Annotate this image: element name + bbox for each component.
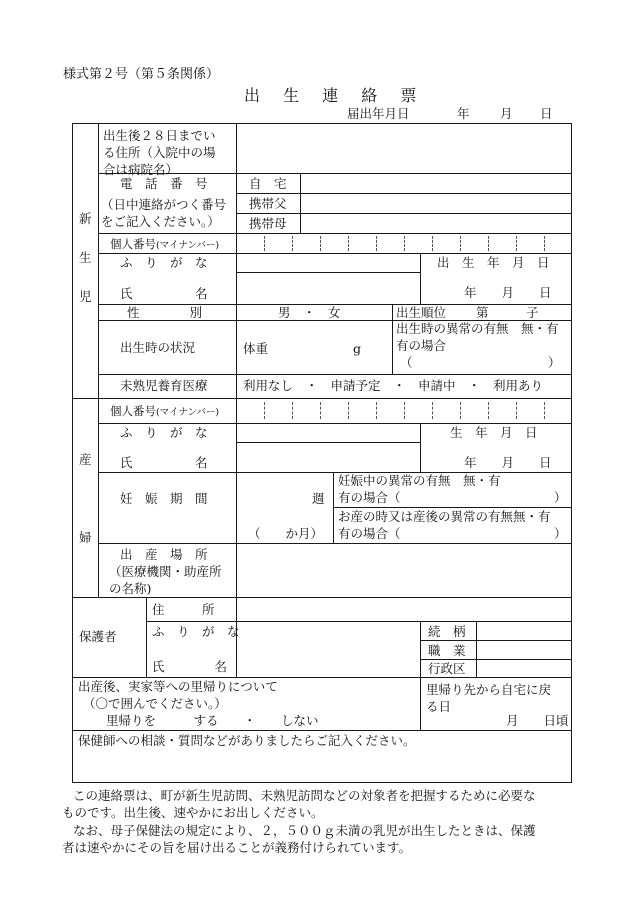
phone-father-field[interactable] xyxy=(302,195,570,212)
phone-note: （日中連絡がつく番号 をご記入ください。） xyxy=(101,197,227,229)
date-label: 届出年月日 xyxy=(347,106,410,121)
guardian-section-label: 保護者 xyxy=(79,629,117,644)
newborn-mynumber-label: 個人番号(マイナンバー) xyxy=(110,237,220,251)
birth-status-label: 出生時の状況 xyxy=(120,340,196,355)
newborn-address-field[interactable] xyxy=(238,125,570,172)
newborn-section-label-3: 児 xyxy=(79,289,92,304)
return-date-field[interactable] xyxy=(470,710,498,728)
submission-year-field[interactable] xyxy=(414,104,454,122)
mother-birth-date-ymd: 年 月 日 xyxy=(464,455,552,470)
premature-care-options[interactable]: 利用なし ・ 申請予定 ・ 申請中 ・ 利用あり xyxy=(243,378,544,393)
guardian-district-label: 行政区 xyxy=(428,661,466,676)
phone-mother-field[interactable] xyxy=(302,215,570,232)
date-day: 日 xyxy=(540,106,553,121)
return-date-label: 里帰り先から自宅に戻 る日 xyxy=(426,682,552,714)
newborn-birth-date-field[interactable] xyxy=(422,274,570,303)
birth-place-label: 出 産 場 所 （医療機関・助産所 の名称) xyxy=(109,547,222,596)
guardian-name-field[interactable] xyxy=(238,643,418,676)
phone-home-label: 自 宅 xyxy=(249,176,287,191)
submission-month-field[interactable] xyxy=(470,104,498,122)
note-paragraph-1-line-2: ものです。出生後、速やかにお出しください。 xyxy=(62,805,324,820)
mother-furigana-label: ふ り が な xyxy=(120,425,208,440)
premature-care-label: 未熟児養育医療 xyxy=(120,378,208,393)
newborn-birth-date-label: 出 生 年 月 日 xyxy=(437,255,550,270)
mother-birth-date-label: 生 年 月 日 xyxy=(450,425,538,440)
guardian-furigana-field[interactable] xyxy=(238,623,418,641)
pregnancy-months[interactable]: （ か月） xyxy=(248,526,324,541)
phone-home-field[interactable] xyxy=(302,175,570,192)
pregnancy-weeks-unit: 週 xyxy=(312,491,325,506)
page-title: 出 生 連 絡 票 xyxy=(244,86,426,105)
guardian-name-label: 氏 名 xyxy=(152,659,228,674)
weight-field[interactable] xyxy=(275,338,351,356)
birth-place-field[interactable] xyxy=(238,545,570,596)
pregnancy-weeks-field[interactable] xyxy=(240,488,306,508)
newborn-section-label-1: 新 xyxy=(79,211,92,226)
phone-mother-label: 携帯母 xyxy=(249,216,287,231)
delivery-anomaly-paren-close: ） xyxy=(554,526,567,541)
pregnancy-anomaly-paren-close: ） xyxy=(554,490,567,505)
birth-order-label: 出生順位 xyxy=(396,305,447,320)
note-paragraph-2-line-1: なお、母子保健法の規定により、２，５００ｇ未満の乳児が出生したときは、保護 xyxy=(73,823,536,838)
birth-anomaly-if: 有の場合 xyxy=(396,338,447,353)
pregnancy-period-label: 妊 娠 期 間 xyxy=(120,491,208,506)
guardian-occupation-field[interactable] xyxy=(478,642,570,658)
birth-anomaly-label[interactable]: 出生時の異常の有無 無・有 xyxy=(396,321,559,336)
phone-label: 電 話 番 号 xyxy=(120,176,208,191)
pregnancy-anomaly-field[interactable] xyxy=(410,489,552,506)
mother-mynumber-label: 個人番号(マイナンバー) xyxy=(110,404,220,418)
guardian-relation-field[interactable] xyxy=(478,623,570,639)
weight-unit: g xyxy=(353,341,362,356)
newborn-birth-date-ymd: 年 月 日 xyxy=(464,285,552,300)
mother-name-field[interactable] xyxy=(238,444,418,471)
submission-day-field[interactable] xyxy=(512,104,538,122)
newborn-name-label: 氏 名 xyxy=(120,286,208,301)
weight-label: 体重 xyxy=(243,341,269,356)
guardian-furigana-label: ふ り が な xyxy=(152,624,240,639)
sex-options[interactable]: 男 ・ 女 xyxy=(278,305,341,320)
birth-order-value: 第 子 xyxy=(476,305,539,320)
delivery-anomaly-label[interactable]: お産の時又は産後の異常の有無無・有 xyxy=(338,509,551,524)
phone-father-label: 携帯父 xyxy=(249,196,287,211)
mother-section-label-2: 婦 xyxy=(79,530,92,545)
newborn-section-label-2: 生 xyxy=(79,250,92,265)
newborn-name-field[interactable] xyxy=(238,274,418,303)
pregnancy-anomaly-label[interactable]: 妊娠中の異常の有無 無・有 xyxy=(338,473,501,488)
birth-anomaly-field[interactable] xyxy=(414,354,546,372)
newborn-furigana-label: ふ り が な xyxy=(120,255,208,270)
mother-birth-date-field[interactable] xyxy=(422,444,570,471)
birth-anomaly-paren-close: ） xyxy=(548,355,561,370)
return-home-instruction: （〇で囲んでください。） xyxy=(83,696,227,711)
note-paragraph-2-line-2: 者は速やかにその旨を届け出ることが義務付けられています。 xyxy=(62,840,412,855)
guardian-occupation-label: 職 業 xyxy=(428,643,466,658)
delivery-anomaly-field[interactable] xyxy=(410,524,552,542)
date-month: 月 xyxy=(500,106,513,121)
return-date-md: 月 日頃 xyxy=(506,713,569,728)
guardian-address-field[interactable] xyxy=(238,599,570,620)
newborn-furigana-field[interactable] xyxy=(238,255,418,271)
birth-anomaly-paren-open: （ xyxy=(400,355,413,370)
consultation-label: 保健師への相談・質問などがありましたらご記入ください。 xyxy=(78,733,416,748)
newborn-address-label: 出生後２８日までい る住所（入院中の場 合は病院名） xyxy=(103,128,216,177)
mother-furigana-field[interactable] xyxy=(238,425,418,441)
pregnancy-anomaly-if: 有の場合（ xyxy=(338,490,401,505)
date-year: 年 xyxy=(457,106,470,121)
mother-section-label-1: 産 xyxy=(79,452,92,467)
guardian-district-field[interactable] xyxy=(478,661,570,676)
newborn-mynumber-field[interactable] xyxy=(238,235,570,252)
delivery-anomaly-if: 有の場合（ xyxy=(338,526,401,541)
guardian-address-label: 住 所 xyxy=(152,602,215,617)
return-home-options[interactable]: 里帰りを する ・ しない xyxy=(106,713,319,728)
mother-name-label: 氏 名 xyxy=(120,455,208,470)
sex-label: 性 別 xyxy=(127,305,203,320)
consultation-field[interactable] xyxy=(74,752,570,781)
return-home-question: 出産後、実家等への里帰りについて xyxy=(78,679,278,694)
guardian-relation-label: 続 柄 xyxy=(428,624,466,639)
mother-mynumber-field[interactable] xyxy=(238,400,570,422)
note-paragraph-1-line-1: この連絡票は、町が新生児訪問、未熟児訪問などの対象者を把握するために必要な xyxy=(73,788,536,803)
form-number: 様式第２号（第５条関係） xyxy=(63,67,220,82)
